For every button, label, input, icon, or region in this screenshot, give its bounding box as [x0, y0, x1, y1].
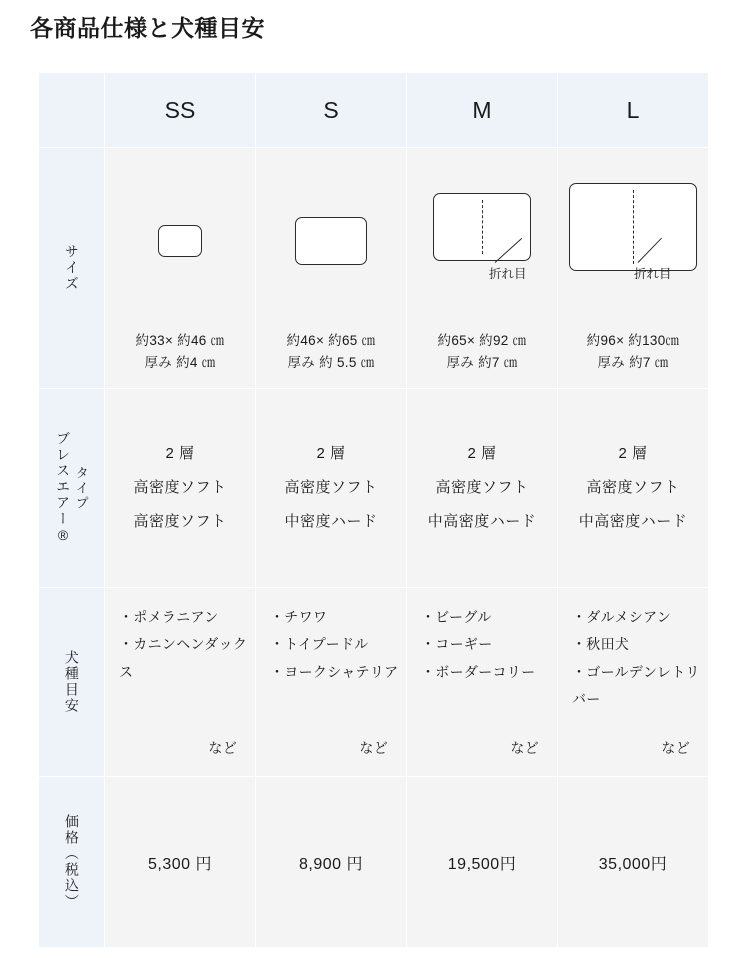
type-line1-m: 高密度ソフト: [435, 479, 529, 497]
size-cell-s: [256, 148, 407, 389]
type-layers-l: 2 層: [618, 445, 648, 463]
price-value-s: 8,900 円: [299, 855, 363, 873]
breed-list-m: [421, 604, 557, 686]
breeds-nado-s: など: [359, 739, 388, 756]
list-item: ・ビーグル: [421, 609, 492, 625]
breed-list-ss: [119, 604, 255, 686]
type-line1-l: 高密度ソフト: [586, 479, 680, 497]
breeds-nado-ss: など: [208, 739, 237, 756]
list-item: ・コーギー: [421, 636, 493, 653]
type-line2-s: 中密度ハード: [284, 512, 378, 530]
list-item: ・ボーダーコリー: [421, 663, 536, 680]
table-row-price: [39, 777, 709, 948]
row-label-price: [39, 777, 105, 948]
table-row-breeds: [39, 588, 709, 777]
row-label-type-text: ブレスエアー®: [55, 431, 72, 545]
row-label-breeds-text: 犬種目安: [63, 650, 80, 714]
size-dims-m: [438, 326, 527, 375]
size-dim-line1-ss: 約33× 約46 ㎝: [135, 333, 225, 348]
size-dim-line1-m: 約65× 約92 ㎝: [437, 333, 527, 348]
size-dim-line2-s: 厚み 約 5.5 ㎝: [287, 355, 375, 371]
row-label-type-sub: タイプ: [73, 465, 89, 511]
price-cell-l: [558, 777, 709, 948]
price-cell-s: [256, 777, 407, 948]
size-dim-line2-m: 厚み 約7 ㎝: [446, 355, 518, 371]
breeds-cell-s: [256, 588, 407, 777]
fold-note-l: 折れ目: [634, 267, 672, 281]
breed-list-s: [270, 604, 406, 686]
breeds-cell-ss: [105, 588, 256, 777]
price-cell-m: [407, 777, 558, 948]
type-cell-l: [558, 389, 709, 588]
table-row-size: [39, 148, 709, 389]
column-header-l: L: [558, 73, 709, 148]
list-item: ・トイプードル: [270, 636, 369, 653]
type-cell-ss: [105, 389, 256, 588]
row-label-size: [39, 148, 105, 389]
price-value-l: 35,000円: [598, 855, 668, 873]
size-dim-line2-l: 厚み 約7 ㎝: [597, 355, 669, 371]
type-cell-s: [256, 389, 407, 588]
type-line2-l: 中高密度ハード: [578, 512, 688, 530]
type-layers-s: 2 層: [316, 445, 346, 463]
fold-note-m: 折れ目: [489, 267, 527, 281]
page-title: 各商品仕様と犬種目安: [30, 15, 265, 41]
breeds-cell-l: [558, 588, 709, 777]
row-label-price-text: 価格（税込）: [63, 814, 80, 910]
fold-line-m: [482, 200, 483, 254]
size-dims-ss: [136, 326, 225, 375]
list-item: ・ゴールデンレトリバー: [572, 663, 700, 707]
breeds-nado-l: など: [661, 739, 690, 756]
spec-table: [38, 72, 709, 948]
size-dims-l: [587, 326, 680, 375]
size-dim-line2-ss: 厚み 約4 ㎝: [144, 355, 216, 371]
size-cell-ss: [105, 148, 256, 389]
list-item: ・ポメラニアン: [119, 609, 219, 625]
mat-illustration-l: [558, 156, 708, 326]
column-header-ss: SS: [105, 73, 256, 148]
list-item: ・秋田犬: [572, 636, 630, 653]
row-label-type: [39, 389, 105, 588]
mat-illustration-ss: [105, 156, 255, 326]
type-line2-m: 中高密度ハード: [427, 512, 537, 530]
row-label-breeds: [39, 588, 105, 777]
list-item: ・ヨークシャテリア: [270, 663, 399, 680]
column-header-m: M: [407, 73, 558, 148]
list-item: ・カニンヘンダックス: [119, 636, 248, 680]
type-line1-s: 高密度ソフト: [284, 479, 378, 497]
table-header-row: [39, 73, 709, 148]
row-label-size-text: サイズ: [63, 244, 80, 292]
type-layers-ss: 2 層: [165, 445, 195, 463]
type-layers-m: 2 層: [467, 445, 497, 463]
size-dims-s: [287, 326, 376, 375]
table-corner-cell: [39, 73, 105, 148]
type-line2-ss: 高密度ソフト: [133, 512, 227, 530]
list-item: ・チワワ: [270, 609, 328, 625]
price-value-ss: 5,300 円: [148, 855, 212, 873]
size-cell-l: [558, 148, 709, 389]
price-value-m: 19,500円: [447, 855, 517, 873]
mat-illustration-m: [407, 156, 557, 326]
type-cell-m: [407, 389, 558, 588]
size-dim-line1-l: 約96× 約130㎝: [586, 333, 680, 348]
list-item: ・ダルメシアン: [572, 609, 672, 625]
column-header-s: S: [256, 73, 407, 148]
type-line1-ss: 高密度ソフト: [133, 479, 227, 497]
fold-line-l: [633, 190, 634, 264]
price-cell-ss: [105, 777, 256, 948]
size-cell-m: [407, 148, 558, 389]
mat-illustration-s: [256, 156, 406, 326]
breed-list-l: [572, 604, 708, 713]
table-row-type: [39, 389, 709, 588]
breeds-cell-m: [407, 588, 558, 777]
breeds-nado-m: など: [510, 739, 539, 756]
size-dim-line1-s: 約46× 約65 ㎝: [286, 333, 376, 348]
